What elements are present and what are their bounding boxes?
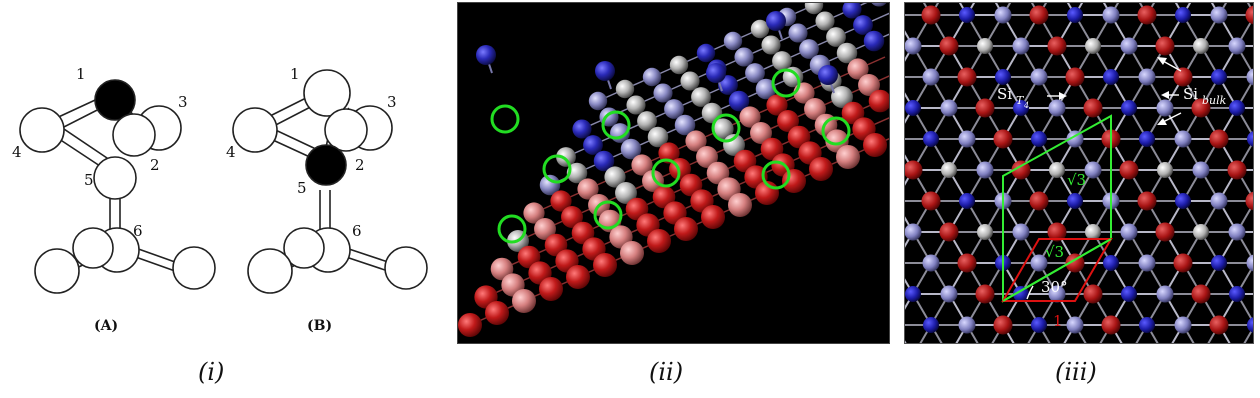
lattice-atom bbox=[1139, 255, 1156, 272]
surface-atom bbox=[864, 31, 885, 52]
surface-atom bbox=[680, 71, 699, 90]
lattice-atom bbox=[995, 69, 1011, 85]
surface-atom bbox=[539, 277, 563, 301]
label-a4: 4 bbox=[12, 143, 22, 161]
model-b bbox=[233, 70, 427, 293]
lattice-atom bbox=[958, 68, 977, 87]
label-b6: 6 bbox=[352, 222, 362, 240]
surface-atom bbox=[485, 301, 509, 325]
lattice-atom bbox=[1246, 6, 1254, 25]
surface-atom bbox=[761, 35, 780, 54]
lattice-bond bbox=[905, 3, 913, 15]
lattice-atom bbox=[1247, 255, 1254, 272]
surface-atom bbox=[734, 47, 753, 66]
label-b5: 5 bbox=[297, 179, 307, 197]
caption-iii: (iii) bbox=[1055, 358, 1097, 386]
top-adatom bbox=[476, 45, 496, 65]
label-si-bulk bbox=[1183, 85, 1227, 107]
label-b1: 1 bbox=[290, 65, 300, 83]
lattice-atom bbox=[1193, 38, 1209, 54]
atom-a5 bbox=[94, 157, 136, 199]
lattice-atom bbox=[1139, 131, 1155, 147]
surface-atom bbox=[782, 169, 806, 193]
surface-atom bbox=[593, 253, 617, 277]
lattice-atom bbox=[1175, 7, 1191, 23]
label-a3: 3 bbox=[178, 93, 188, 111]
label-a1: 1 bbox=[76, 65, 86, 83]
lattice-atom bbox=[941, 162, 957, 178]
panel-i-molecular-models bbox=[0, 0, 440, 350]
arrow-si-bulk-upper-line bbox=[1163, 61, 1181, 71]
surface-atom bbox=[647, 229, 671, 253]
top-adatom bbox=[706, 63, 726, 83]
sub-label-b: (B) bbox=[307, 318, 333, 334]
atom-a2 bbox=[113, 114, 155, 156]
lattice-atom bbox=[1247, 317, 1253, 333]
lattice-atom bbox=[923, 317, 939, 333]
top-adatom bbox=[595, 61, 615, 81]
lattice-atom bbox=[1157, 162, 1173, 178]
lattice-atom bbox=[1085, 162, 1102, 179]
surface-atom bbox=[589, 92, 607, 110]
svg-text:Si: Si bbox=[1183, 85, 1199, 103]
lattice-atom bbox=[1013, 224, 1030, 241]
panel-ii-surface-render bbox=[457, 2, 890, 344]
lattice-atom bbox=[1103, 255, 1119, 271]
lattice-atom bbox=[922, 192, 941, 211]
surface-atom bbox=[809, 157, 833, 181]
lattice-atom bbox=[977, 38, 993, 54]
lattice-atom bbox=[1211, 193, 1228, 210]
lattice-atom bbox=[1229, 38, 1246, 55]
lattice-atom bbox=[977, 224, 993, 240]
atom-a6-back bbox=[73, 228, 113, 268]
label-a5: 5 bbox=[84, 171, 94, 189]
lattice-atom bbox=[1139, 69, 1156, 86]
lattice-atom bbox=[1211, 69, 1227, 85]
surface-atom bbox=[815, 11, 834, 30]
label-a2: 2 bbox=[150, 156, 160, 174]
surface-atom bbox=[572, 119, 591, 138]
lattice-atom bbox=[994, 130, 1013, 149]
surface-atom bbox=[616, 80, 634, 98]
atom-a8 bbox=[173, 247, 215, 289]
lattice-atom bbox=[1121, 224, 1138, 241]
surface-atom bbox=[724, 32, 742, 50]
lattice-atom bbox=[1175, 317, 1192, 334]
lattice-atom bbox=[1138, 192, 1157, 211]
lattice-atom bbox=[1229, 286, 1245, 302]
sub-label-a: (A) bbox=[94, 318, 119, 334]
lattice-atom bbox=[1048, 37, 1067, 56]
lattice-atom bbox=[1031, 69, 1048, 86]
lattice-atom bbox=[905, 161, 923, 180]
surface-atom bbox=[788, 23, 807, 42]
lattice-atom bbox=[1084, 285, 1103, 304]
lattice-atom bbox=[1049, 100, 1066, 117]
model-a bbox=[20, 80, 215, 293]
lattice-atom bbox=[1193, 224, 1209, 240]
lattice-atom bbox=[1121, 286, 1137, 302]
svg-text:Si: Si bbox=[997, 85, 1013, 103]
label-b4: 4 bbox=[226, 143, 236, 161]
label-angle-30: 30° bbox=[1041, 278, 1068, 296]
lattice-atom bbox=[1121, 38, 1138, 55]
lattice-atom bbox=[1049, 162, 1065, 178]
label-si-t4 bbox=[997, 85, 1029, 110]
lattice-atom bbox=[1211, 7, 1228, 24]
atom-b4 bbox=[233, 108, 277, 152]
lattice-atom bbox=[959, 7, 975, 23]
lattice-atom bbox=[905, 100, 921, 116]
lattice-atom bbox=[1085, 38, 1101, 54]
caption-i: (i) bbox=[198, 358, 225, 386]
atom-b7 bbox=[248, 249, 292, 293]
atom-b3-front bbox=[325, 109, 367, 151]
lattice-atom bbox=[1139, 317, 1155, 333]
lattice-atom bbox=[941, 286, 958, 303]
panel-i-svg bbox=[0, 0, 440, 350]
lattice-atom bbox=[1175, 193, 1191, 209]
atom-a4 bbox=[20, 108, 64, 152]
surface-atom bbox=[701, 205, 725, 229]
lattice-atom bbox=[994, 316, 1013, 335]
panel-ii-svg bbox=[458, 3, 889, 343]
arrow-si-bulk-upper-head bbox=[1157, 57, 1167, 65]
label-b3: 3 bbox=[387, 93, 397, 111]
atom-b2 bbox=[306, 145, 346, 185]
lattice-atom bbox=[1103, 7, 1120, 24]
lattice-atom bbox=[1174, 68, 1193, 87]
lattice-atom bbox=[1121, 100, 1137, 116]
highlight-ring bbox=[492, 106, 518, 132]
surface-atom bbox=[674, 217, 698, 241]
lattice-atom bbox=[959, 317, 976, 334]
lattice-atom bbox=[1030, 6, 1049, 25]
surface-atom bbox=[869, 3, 888, 7]
lattice-atom bbox=[1228, 161, 1247, 180]
lattice-atom bbox=[1210, 130, 1229, 149]
surface-atom bbox=[697, 44, 715, 62]
surface-atom bbox=[653, 83, 672, 102]
surface-atom bbox=[836, 145, 860, 169]
panel-iii-top-view-lattice bbox=[904, 2, 1254, 344]
lattice-atom bbox=[1174, 254, 1193, 273]
surface-atom bbox=[458, 313, 482, 337]
label-b2: 2 bbox=[355, 156, 365, 174]
lattice-atom bbox=[1031, 131, 1047, 147]
lattice-atom bbox=[1157, 286, 1174, 303]
lattice-atom bbox=[1210, 316, 1229, 335]
top-adatom bbox=[766, 11, 786, 31]
lattice-bond bbox=[905, 325, 913, 343]
lattice-atom bbox=[1085, 224, 1101, 240]
lattice-atom bbox=[995, 7, 1012, 24]
lattice-atom bbox=[940, 223, 959, 242]
atom-b8 bbox=[385, 247, 427, 289]
lattice-atom bbox=[1031, 317, 1047, 333]
lattice-atom bbox=[923, 69, 940, 86]
atom-a7 bbox=[35, 249, 79, 293]
lattice-atom bbox=[905, 224, 922, 241]
lattice-atom bbox=[1030, 192, 1049, 211]
lattice-atom bbox=[1229, 224, 1246, 241]
lattice-atom bbox=[1247, 131, 1253, 147]
lattice-atom bbox=[905, 286, 921, 302]
lattice-atom bbox=[923, 255, 940, 272]
surface-atoms bbox=[458, 3, 889, 337]
lattice-atom bbox=[1192, 285, 1211, 304]
lattice-atom bbox=[1157, 100, 1174, 117]
lattice-atom bbox=[1067, 317, 1084, 334]
label-a6: 6 bbox=[133, 222, 143, 240]
lattice-atom bbox=[1067, 7, 1083, 23]
lattice-atom bbox=[976, 285, 995, 304]
surface-atom bbox=[643, 68, 661, 86]
surface-atom bbox=[620, 241, 644, 265]
lattice-atom bbox=[1193, 162, 1210, 179]
surface-atom bbox=[626, 95, 645, 114]
lattice-atom bbox=[958, 254, 977, 273]
lattice-atom bbox=[1246, 192, 1254, 211]
lattice-atom bbox=[905, 38, 922, 55]
surface-atom bbox=[863, 133, 887, 157]
lattice-atom bbox=[922, 6, 941, 25]
lattice-atom bbox=[1138, 6, 1157, 25]
lattice-atom bbox=[1084, 99, 1103, 118]
svg-text:T: T bbox=[1016, 94, 1024, 107]
label-sqrt3-large: √3 bbox=[1067, 171, 1087, 189]
svg-text:bulk: bulk bbox=[1202, 94, 1227, 107]
caption-ii: (ii) bbox=[649, 358, 684, 386]
panel-iii-svg bbox=[905, 3, 1253, 343]
lattice-atom bbox=[1066, 68, 1085, 87]
lattice-atom bbox=[959, 131, 976, 148]
surface-atom bbox=[805, 3, 823, 14]
lattice-atom bbox=[1013, 38, 1030, 55]
surface-atom bbox=[728, 193, 752, 217]
label-one: 1 bbox=[1053, 312, 1063, 330]
lattice-atom bbox=[1229, 100, 1245, 116]
lattice-atom bbox=[1247, 69, 1254, 86]
lattice-atom bbox=[1103, 69, 1119, 85]
lattice-atom bbox=[1067, 193, 1083, 209]
lattice-atom bbox=[1102, 316, 1121, 335]
label-sqrt3-small: √3 bbox=[1045, 243, 1065, 261]
surface-atom bbox=[566, 265, 590, 289]
lattice-atom bbox=[940, 37, 959, 56]
top-adatom bbox=[818, 65, 838, 85]
lattice-atom bbox=[941, 100, 958, 117]
lattice-atom bbox=[1120, 161, 1139, 180]
lattice-atom bbox=[1156, 223, 1175, 242]
lattice-atom bbox=[976, 99, 995, 118]
arrow-si-bulk-head bbox=[1161, 91, 1169, 99]
lattice-atom bbox=[959, 193, 975, 209]
svg-text:4: 4 bbox=[1024, 101, 1030, 110]
lattice-atom bbox=[1175, 131, 1192, 148]
lattice-atom bbox=[977, 162, 994, 179]
surface-atom bbox=[670, 56, 688, 74]
lattice-atom bbox=[923, 131, 939, 147]
lattice-atom bbox=[1156, 37, 1175, 56]
lattice-atom bbox=[1211, 255, 1227, 271]
surface-atom bbox=[512, 289, 536, 313]
